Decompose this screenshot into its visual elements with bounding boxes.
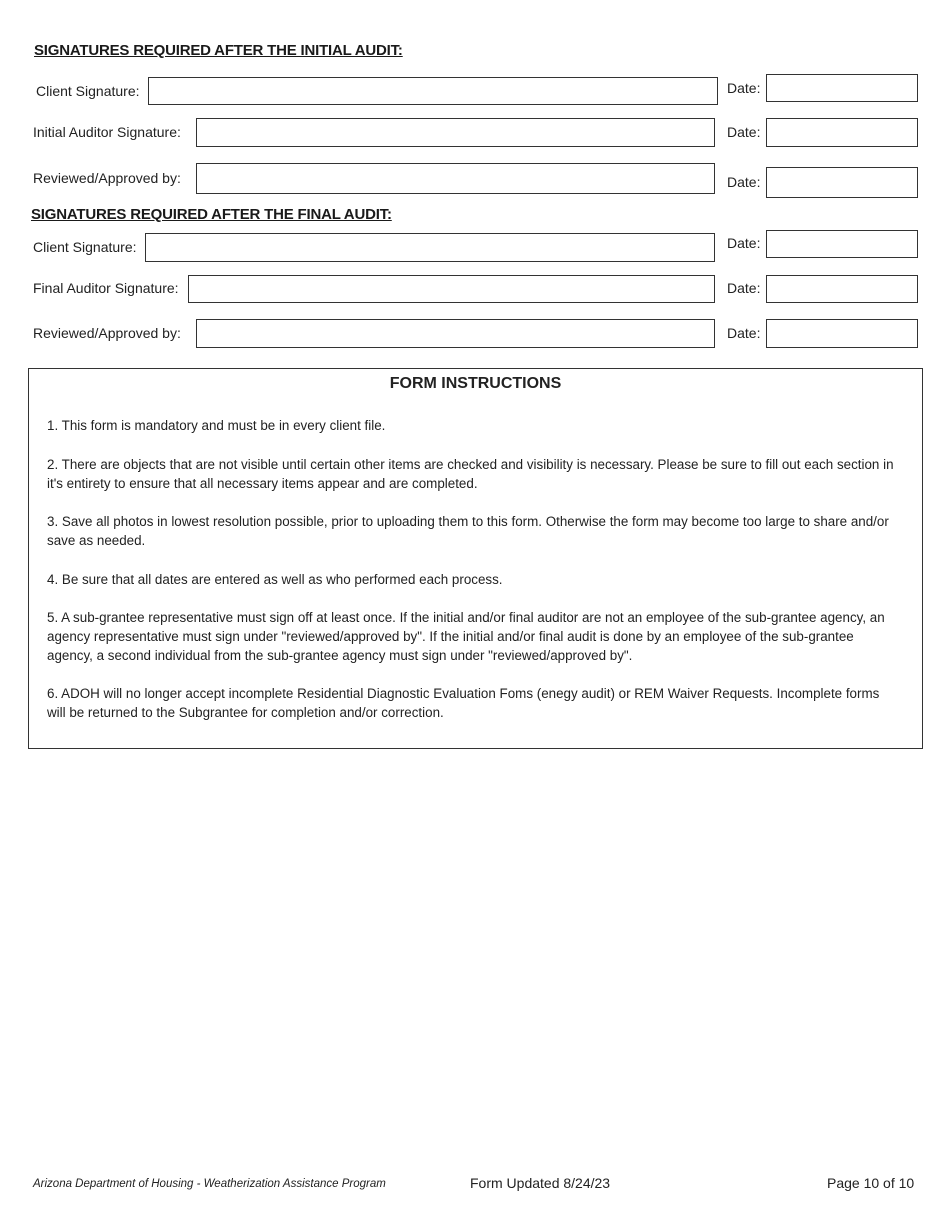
instruction-item-3: 3. Save all photos in lowest resolution possible, prior to uploading them to this form. Otherwise the form may become too large to share and/or save as needed.	[47, 514, 889, 548]
initial-client-signature-label: Client Signature:	[36, 83, 140, 99]
final-reviewed-date-label: Date:	[727, 325, 761, 341]
initial-auditor-signature-label: Initial Auditor Signature:	[33, 124, 181, 140]
instruction-item-6: 6. ADOH will no longer accept incomplete Residential Diagnostic Evaluation Foms (enegy audit) or REM Waiver Requests. Incomplete forms will be returned to the Subgrantee for completion and/or correction.	[47, 686, 880, 720]
instruction-item-2: 2. There are objects that are not visible until certain other items are checked and visibility is necessary. Please be sure to fill out each section in it's entirety to ensure that all necessary items appear and are completed.	[47, 457, 894, 491]
form-instructions-box	[28, 368, 923, 749]
final-auditor-signature-label: Final Auditor Signature:	[33, 280, 179, 296]
initial-auditor-date-field[interactable]	[766, 118, 918, 147]
initial-client-date-field[interactable]	[766, 74, 918, 102]
initial-client-signature-field[interactable]	[148, 77, 718, 105]
initial-reviewed-date-label: Date:	[727, 174, 761, 190]
final-client-signature-field[interactable]	[145, 233, 715, 262]
footer-organization: Arizona Department of Housing - Weatherization Assistance Program	[33, 1178, 386, 1190]
final-reviewed-field[interactable]	[196, 319, 715, 348]
instruction-item-1: 1. This form is mandatory and must be in every client file.	[47, 418, 386, 433]
initial-reviewed-field[interactable]	[196, 163, 715, 194]
final-reviewed-label: Reviewed/Approved by:	[33, 325, 181, 341]
initial-auditor-date-label: Date:	[727, 124, 761, 140]
instruction-item-4: 4. Be sure that all dates are entered as well as who performed each process.	[47, 572, 503, 587]
final-client-date-label: Date:	[727, 235, 761, 251]
footer-page-number: Page 10 of 10	[827, 1175, 915, 1191]
final-auditor-signature-field[interactable]	[188, 275, 715, 303]
final-client-signature-label: Client Signature:	[33, 239, 137, 255]
final-auditor-date-field[interactable]	[766, 275, 918, 303]
footer-form-updated: Form Updated 8/24/23	[470, 1175, 611, 1191]
form-instructions-title: FORM INSTRUCTIONS	[389, 375, 562, 392]
instruction-item-5: 5. A sub-grantee representative must sign off at least once. If the initial and/or final auditor are not an employee of the sub-grantee agency, an agency representative must sign under "reviewed/approved by". If the initial and/or final audit is done by an employee of the sub-grantee agency, a second individual from the sub-grantee agency must sign under "reviewed/approved by".	[47, 610, 885, 663]
initial-auditor-signature-field[interactable]	[196, 118, 715, 147]
initial-client-date-label: Date:	[727, 80, 761, 96]
final-auditor-date-label: Date:	[727, 280, 761, 296]
final-reviewed-date-field[interactable]	[766, 319, 918, 348]
final-audit-heading: SIGNATURES REQUIRED AFTER THE FINAL AUDIT:	[31, 206, 392, 223]
initial-audit-heading: SIGNATURES REQUIRED AFTER THE INITIAL AUDIT:	[34, 42, 403, 59]
initial-reviewed-label: Reviewed/Approved by:	[33, 170, 181, 186]
initial-reviewed-date-field[interactable]	[766, 167, 918, 198]
final-client-date-field[interactable]	[766, 230, 918, 258]
